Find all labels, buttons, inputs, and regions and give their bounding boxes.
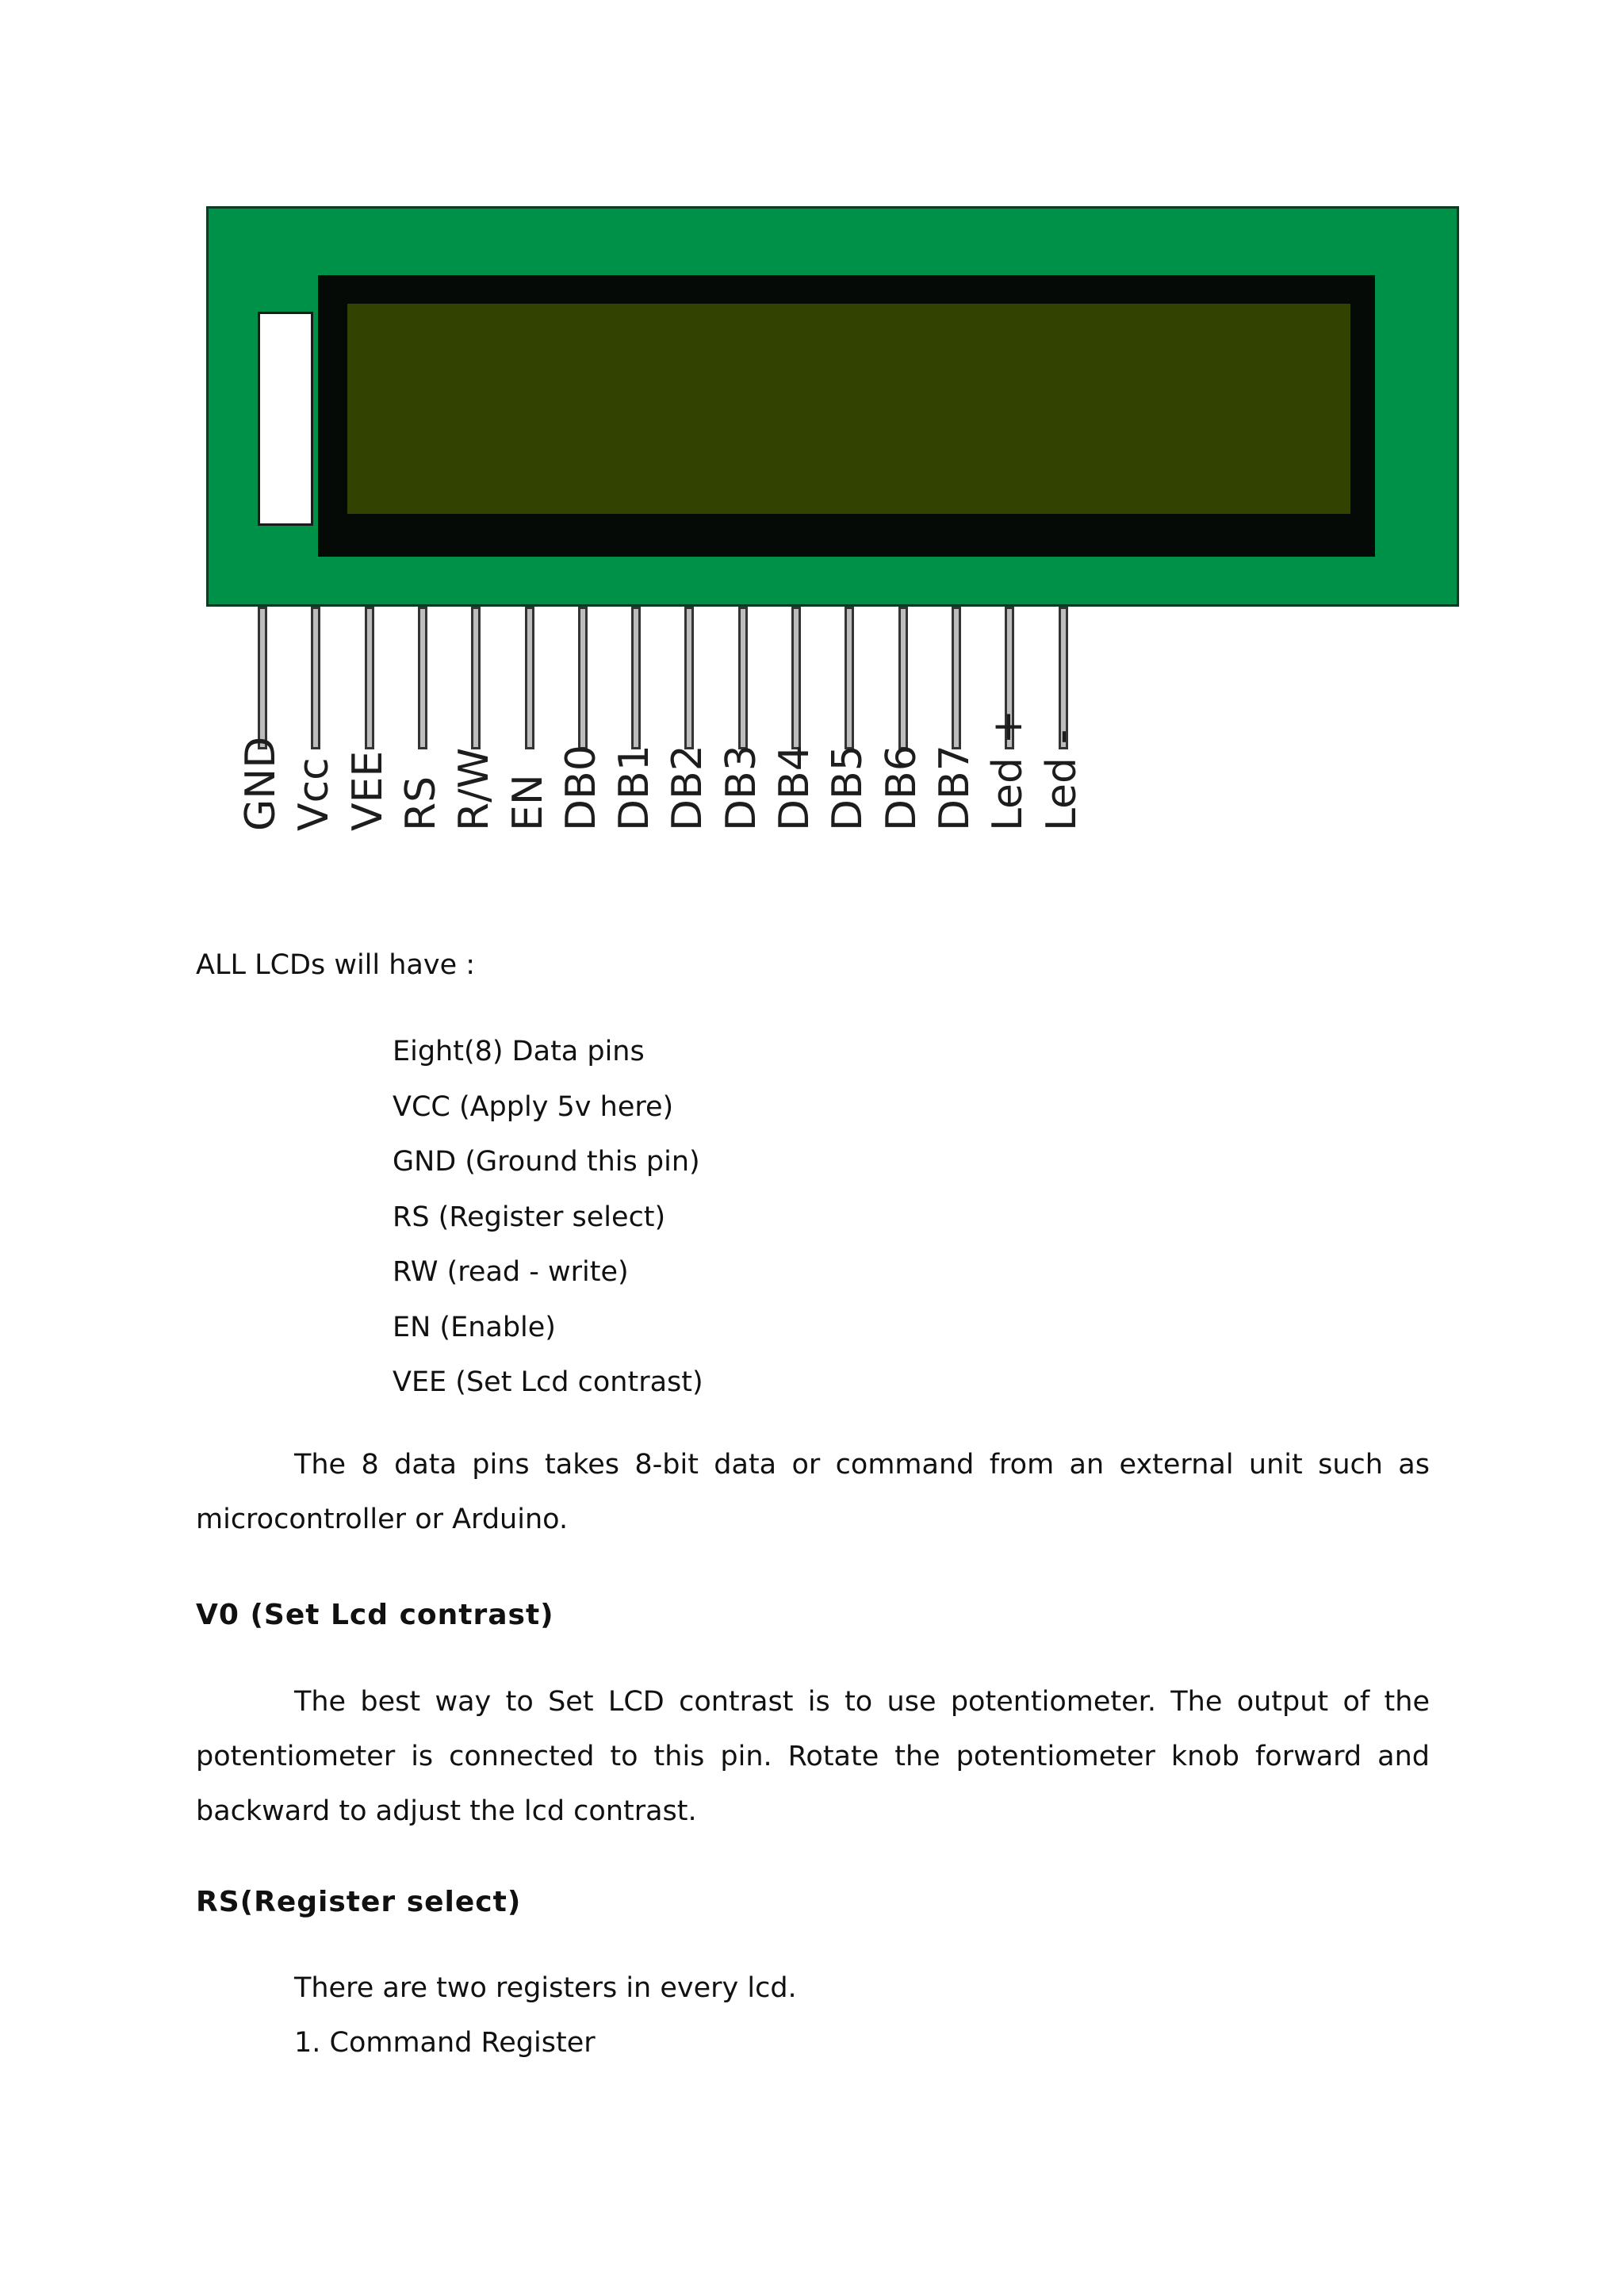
list-item: VCC (Apply 5v here): [393, 1090, 674, 1123]
lcd-pin: [738, 607, 748, 749]
data-pins-paragraph: The 8 data pins takes 8-bit data or command from an external unit such as microcontroller or Arduino.: [196, 1449, 1430, 1535]
list-item: RW (read - write): [393, 1256, 629, 1288]
pin-label-text: GND: [237, 736, 285, 831]
list-item: EN (Enable): [393, 1311, 556, 1343]
list-item: VEE (Set Lcd contrast): [393, 1366, 703, 1398]
lcd-pin: [525, 607, 534, 749]
lcd-pin: [418, 607, 427, 749]
lcd-connector-tab: [258, 312, 313, 526]
pin-label-text: DB3: [717, 745, 765, 831]
list-item: RS (Register select): [393, 1201, 666, 1233]
list-item: Eight(8) Data pins: [393, 1036, 645, 1067]
pin-label-text: Led +: [984, 709, 1032, 831]
list-item: GND (Ground this pin): [393, 1146, 700, 1178]
lcd-pin: [845, 607, 854, 749]
v0-heading: V0 (Set Lcd contrast): [196, 1599, 554, 1631]
pin-label-text: RS: [396, 776, 445, 831]
lcd-pcb-board: [206, 206, 1459, 607]
pin-label-text: EN: [504, 774, 552, 831]
lcd-pinout-diagram: [198, 198, 1467, 896]
pin-label-text: DB2: [664, 745, 712, 831]
lcd-pin: [952, 607, 961, 749]
intro-text: ALL LCDs will have :: [196, 949, 476, 981]
rs-line-2: 1. Command Register: [294, 2027, 596, 2059]
pin-label-text: DB7: [930, 745, 979, 831]
pin-label-text: DB4: [771, 745, 818, 831]
pin-label-text: DB6: [877, 745, 925, 831]
lcd-pin: [631, 607, 641, 749]
rs-heading: RS(Register select): [196, 1886, 522, 1918]
pin-label-text: R/W: [450, 747, 499, 831]
lcd-pin: [578, 607, 588, 749]
pin-label-text: DB5: [824, 745, 872, 831]
lcd-pin: [258, 607, 267, 749]
pin-label-text: DB1: [611, 745, 659, 831]
lcd-pin: [311, 607, 320, 749]
lcd-screen: [347, 304, 1350, 514]
lcd-pin: [684, 607, 694, 749]
pin-label-text: DB0: [557, 745, 605, 831]
lcd-pin: [1059, 607, 1068, 749]
pin-label-text: Vcc: [290, 757, 339, 831]
lcd-pin: [791, 607, 801, 749]
lcd-pin: [365, 607, 374, 749]
lcd-pin: [898, 607, 908, 749]
v0-paragraph: The best way to Set LCD contrast is to use potentiometer. The output of the potentiometer is connected to this pin. Rotate the potentiometer knob forward and backward to adjust the lcd contrast.: [196, 1686, 1430, 1827]
pin-label-text: VEE: [343, 750, 392, 831]
rs-line-1: There are two registers in every lcd.: [294, 1972, 797, 2004]
pin-list: [393, 1025, 703, 1411]
pin-label-text: Led -: [1037, 729, 1086, 831]
pin-label: [1009, 729, 1086, 904]
lcd-pin: [471, 607, 481, 749]
